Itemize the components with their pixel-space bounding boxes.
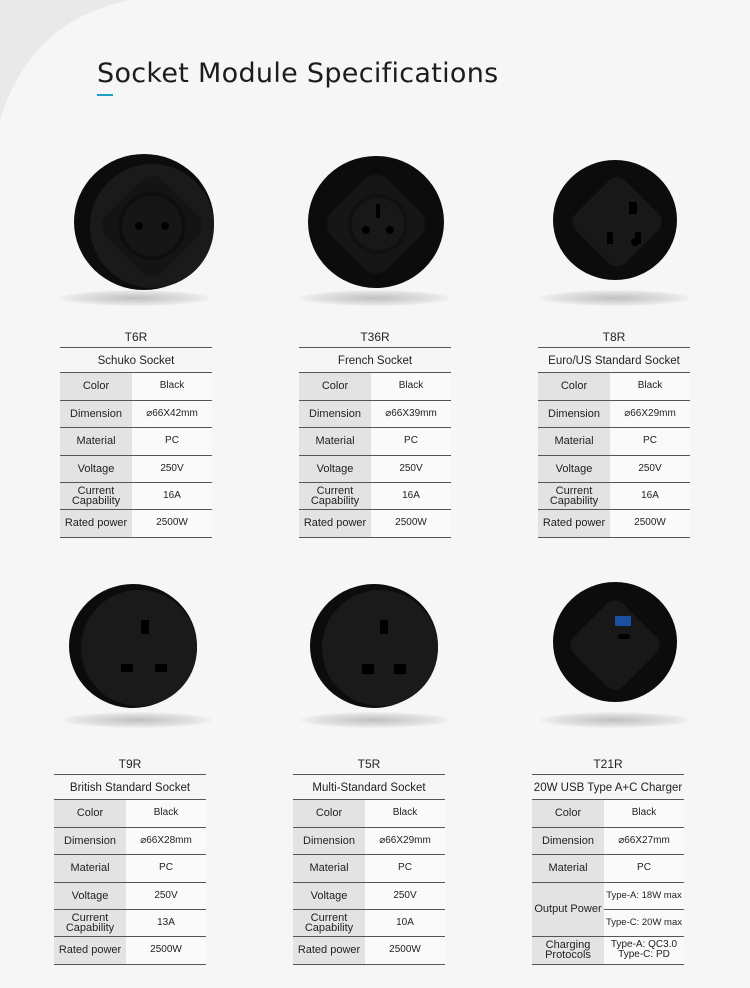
spec-label: Material xyxy=(54,854,126,882)
model-name: T6R xyxy=(124,330,148,344)
spec-value: 10A xyxy=(365,909,445,936)
spec-value-line: Type-A: QC3.0 xyxy=(610,939,678,950)
spec-card-t36r xyxy=(299,330,451,538)
french-socket-image xyxy=(292,140,462,310)
spec-label: Dimension xyxy=(54,827,126,854)
spec-label: Material xyxy=(538,427,610,455)
spec-value: Type-A: 18W max xyxy=(604,882,684,909)
spec-label: Voltage xyxy=(293,882,365,909)
spec-table xyxy=(54,800,206,965)
socket-type: Multi-Standard Socket xyxy=(293,774,445,800)
model-name: T21R xyxy=(593,757,623,771)
socket-type: French Socket xyxy=(299,347,451,373)
spec-label: Material xyxy=(299,427,371,455)
spec-label: Current Capability xyxy=(54,909,126,936)
spec-label: Charging Protocols xyxy=(532,936,604,964)
euro-us-socket-image xyxy=(535,140,705,310)
schuko-socket-image xyxy=(52,140,222,310)
spec-value: 2500W xyxy=(126,936,206,964)
product-shadow xyxy=(540,290,690,306)
spec-label: Rated power xyxy=(293,936,365,964)
spec-label: Dimension xyxy=(60,400,132,427)
spec-label: Voltage xyxy=(54,882,126,909)
spec-value: 2500W xyxy=(132,509,212,537)
spec-label: Material xyxy=(60,427,132,455)
spec-label: Dimension xyxy=(299,400,371,427)
spec-label: Voltage xyxy=(299,455,371,482)
spec-value: 16A xyxy=(610,482,690,509)
spec-card-t21r xyxy=(532,757,684,965)
spec-card-t5r xyxy=(293,757,445,965)
spec-value: ⌀66X39mm xyxy=(371,400,451,427)
spec-value: ⌀66X42mm xyxy=(132,400,212,427)
spec-value: PC xyxy=(604,854,684,882)
socket-type: Euro/US Standard Socket xyxy=(538,347,690,373)
spec-value: ⌀66X29mm xyxy=(610,400,690,427)
spec-value: Type-C: 20W max xyxy=(604,909,684,936)
spec-label: Rated power xyxy=(538,509,610,537)
spec-table xyxy=(538,373,690,538)
spec-label: Output Power xyxy=(532,882,604,936)
spec-label: Current Capability xyxy=(293,909,365,936)
model-name: T8R xyxy=(602,330,626,344)
spec-label: Dimension xyxy=(293,827,365,854)
product-shadow xyxy=(62,712,212,728)
spec-label: Color xyxy=(60,373,132,400)
spec-value: PC xyxy=(371,427,451,455)
spec-label: Material xyxy=(293,854,365,882)
spec-card-t9r xyxy=(54,757,206,965)
spec-value: ⌀66X27mm xyxy=(604,827,684,854)
spec-label: Current Capability xyxy=(538,482,610,509)
spec-label: Rated power xyxy=(54,936,126,964)
socket-type: British Standard Socket xyxy=(54,774,206,800)
spec-value: ⌀66X28mm xyxy=(126,827,206,854)
spec-label: Color xyxy=(54,800,126,827)
spec-value: 16A xyxy=(371,482,451,509)
spec-card-t6r xyxy=(60,330,212,538)
spec-value: Black xyxy=(132,373,212,400)
spec-label: Rated power xyxy=(299,509,371,537)
socket-type: Schuko Socket xyxy=(60,347,212,373)
socket-type: 20W USB Type A+C Charger xyxy=(532,774,684,800)
spec-label: Dimension xyxy=(538,400,610,427)
spec-label: Current Capability xyxy=(299,482,371,509)
spec-value: PC xyxy=(126,854,206,882)
spec-value: Black xyxy=(371,373,451,400)
product-shadow xyxy=(540,712,690,728)
spec-label: Rated power xyxy=(60,509,132,537)
spec-table xyxy=(532,800,684,965)
spec-value: 2500W xyxy=(365,936,445,964)
spec-label: Color xyxy=(293,800,365,827)
spec-label: Material xyxy=(532,854,604,882)
spec-value: PC xyxy=(132,427,212,455)
spec-label: Color xyxy=(532,800,604,827)
spec-value: PC xyxy=(365,854,445,882)
spec-value: Black xyxy=(604,800,684,827)
spec-value: 250V xyxy=(365,882,445,909)
model-name: T9R xyxy=(118,757,142,771)
spec-label: Color xyxy=(299,373,371,400)
spec-label: Color xyxy=(538,373,610,400)
spec-value: 2500W xyxy=(610,509,690,537)
page-title: Socket Module Specifications xyxy=(97,58,499,89)
spec-table xyxy=(60,373,212,538)
spec-label: Voltage xyxy=(538,455,610,482)
product-shadow xyxy=(300,712,450,728)
spec-table xyxy=(299,373,451,538)
spec-value: Black xyxy=(610,373,690,400)
spec-value: 250V xyxy=(126,882,206,909)
spec-value: 13A xyxy=(126,909,206,936)
spec-value: 250V xyxy=(132,455,212,482)
spec-label: Current Capability xyxy=(60,482,132,509)
spec-value: 250V xyxy=(610,455,690,482)
spec-value: Black xyxy=(126,800,206,827)
spec-value: 16A xyxy=(132,482,212,509)
spec-value xyxy=(604,936,684,964)
spec-label: Voltage xyxy=(60,455,132,482)
product-shadow xyxy=(60,290,210,306)
spec-value: PC xyxy=(610,427,690,455)
product-shadow xyxy=(300,290,450,306)
spec-value-line: Type-C: PD xyxy=(618,949,670,960)
spec-value: 2500W xyxy=(371,509,451,537)
title-underline xyxy=(97,94,113,96)
model-name: T36R xyxy=(360,330,390,344)
spec-value: Black xyxy=(365,800,445,827)
spec-value: 250V xyxy=(371,455,451,482)
spec-card-t8r xyxy=(538,330,690,538)
model-name: T5R xyxy=(357,757,381,771)
spec-label: Dimension xyxy=(532,827,604,854)
spec-value: ⌀66X29mm xyxy=(365,827,445,854)
spec-table xyxy=(293,800,445,965)
